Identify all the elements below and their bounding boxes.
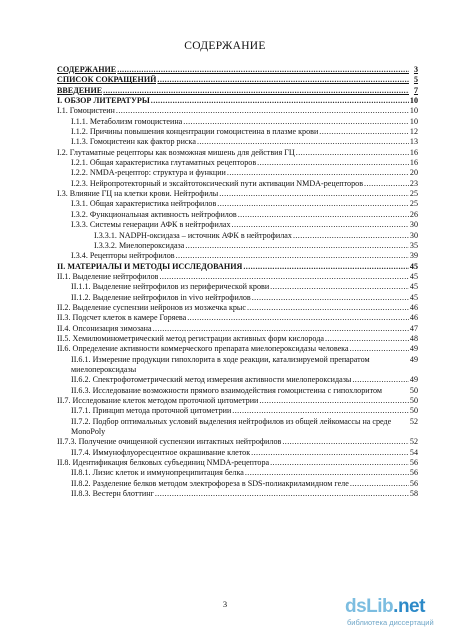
toc-entry-page: 5 [413,75,418,85]
toc-entry-page: 35 [409,240,418,250]
toc-entry-title: СПИСОК СОКРАЩЕНИЙ [57,75,157,85]
toc-leader-dots [293,231,409,241]
toc-entry-title: I.3. Влияние ГЦ на клетки крови. Нейтрофилы [57,189,219,199]
toc-entry-page: 49 [409,375,418,385]
toc-entry[interactable] [57,303,418,313]
toc-leader-dots [187,313,409,323]
watermark-logo[interactable] [345,596,445,630]
toc-entry-page: 47 [409,323,418,333]
toc-leader-dots [117,65,409,75]
toc-entry-page: 10 [409,116,418,126]
toc-leader-dots [350,344,409,354]
toc-entry-page: 3 [413,65,418,74]
toc-entry[interactable] [57,417,418,438]
toc-entry[interactable] [57,344,418,354]
toc-leader-dots [238,210,409,220]
toc-entry-page: 23 [409,178,418,188]
toc-entry[interactable] [57,210,418,220]
toc-leader-dots [232,406,409,416]
toc-leader-dots [325,334,409,344]
toc-entry[interactable] [57,479,418,489]
toc-leader-dots [352,375,409,385]
toc-entry[interactable] [57,65,418,75]
watermark-logo-text: dsLib.net [345,596,425,617]
toc-entry-page: 56 [409,478,418,488]
toc-entry-page: 16 [409,158,418,168]
toc-leader-dots [153,324,409,334]
toc-entry[interactable] [57,282,418,292]
toc-leader-dots [103,86,409,96]
toc-entry-title: II.8.3. Вестерн блоттинг [71,489,154,499]
toc-leader-dots [319,127,409,137]
toc-entry-title: II.2. Выделение суспензии нейронов из мозжечка крыс [57,302,246,312]
toc-entry-page: 56 [409,468,418,478]
toc-entry[interactable] [57,334,418,344]
toc-leader-dots [185,241,409,251]
toc-entry[interactable] [57,106,418,116]
toc-entry-title: II.7.1. Принцип метода проточной цитометрии [71,406,232,416]
page-title: СОДЕРЖАНИЕ [184,40,266,52]
toc-entry-page: 45 [409,271,418,281]
toc-leader-dots [259,396,409,406]
toc-leader-dots [155,489,409,499]
toc-entry-page: 12 [409,127,418,137]
toc-entry-title: II.4. Опсонизация зимозана [57,323,152,333]
toc-entry-title: I.3.4. Рецепторы нейтрофилов [71,251,175,261]
toc-entry[interactable] [57,262,418,272]
toc-leader-dots [252,293,409,303]
toc-entry[interactable] [57,158,418,168]
toc-entry-title: I.3.3.1. NADPH-оксидаза – источник АФК в нейтрофилах [94,230,292,240]
toc-entry-title: I.1. Гомоцистеин [57,106,115,116]
toc-entry-title: II.8. Идентификация белковых субъединиц NMDA-рецептора [57,458,270,468]
toc-entry-page: 25 [409,189,418,199]
toc-entry[interactable] [57,272,418,282]
toc-entry-title: I.3.3.2. Миелопероксидаза [94,240,185,250]
toc-entry-title: I.1.2. Причины повышения концентрации гомоцистеина в плазме крови [71,127,319,137]
toc-leader-dots [219,189,409,199]
toc-entry-page: 45 [409,261,418,271]
toc-entry[interactable] [57,168,418,178]
toc-entry-title: II.6.1. Измерение продукции гипохлорита в ходе реакции, катализируемой препаратом миелопероксидазы [71,354,370,374]
toc-entry-title: II. МАТЕРИАЛЫ И МЕТОДЫ ИССЛЕДОВАНИЯ [57,261,243,271]
toc-entry-title: I.2. Глутаматные рецепторы как возможная мишень для действия ГЦ [57,147,295,157]
toc-entry-page: 50 [409,396,418,405]
toc-entry-page: 52 [409,437,418,447]
toc-entry-page: 13 [409,137,418,147]
toc-entry[interactable] [57,241,418,251]
toc-entry-page: 56 [409,458,418,468]
toc-entry[interactable] [57,96,418,106]
toc-entry-title: I.3.3. Системы генерации АФК в нейтрофилах [71,220,231,230]
toc-entry-page: 26 [409,209,418,219]
toc-entry-page: 52 [409,416,418,426]
toc-leader-dots [282,437,409,447]
toc-entry-page: 39 [409,251,418,261]
toc-entry-title: I. ОБЗОР ЛИТЕРАТУРЫ [57,96,150,106]
toc-leader-dots [116,106,409,116]
toc-entry[interactable] [57,199,418,209]
toc-entry-page: 25 [409,199,418,209]
toc-entry-title: I.2.1. Общая характеристика глутаматных рецепторов [71,158,257,168]
toc-leader-dots [245,468,409,478]
toc-entry-title: I.3.2. Функциональная активность нейтрофилов [71,209,237,219]
toc-entry-title: II.1. Выделение нейтрофилов [57,271,159,281]
toc-entry[interactable] [57,355,418,376]
toc-entry-title: II.7.2. Подбор оптимальных условий выделения нейтрофилов из общей лейкомассы на среде MonoPoly [71,416,392,437]
toc-leader-dots [157,75,409,85]
toc-leader-dots [296,148,409,158]
toc-entry-title: II.7.4. Иммунофлуоресцентное окрашивание клеток [71,447,251,457]
toc-entry-page: 45 [409,282,418,292]
toc-leader-dots [176,251,409,261]
toc-leader-dots [251,448,409,458]
toc-entry-page: 10 [409,96,418,106]
toc-entry[interactable] [57,75,418,85]
toc-entry[interactable] [57,86,418,96]
toc-entry-title: II.8.2. Разделение белков методом электрофореза в SDS-полиакриламидном геле [71,478,349,488]
toc-entry-page: 49 [409,344,418,354]
toc-entry[interactable] [57,437,418,447]
toc-entry[interactable] [57,148,418,158]
toc-entry-page: 49 [409,354,418,364]
toc-entry[interactable] [57,396,418,406]
toc-entry[interactable] [57,324,418,334]
toc-entry-title: I.2.2. NMDA-рецептор: структура и функции [71,168,226,178]
toc-entry[interactable] [57,220,418,230]
toc-entry[interactable] [57,468,418,478]
toc-leader-dots [217,199,409,209]
toc-entry-page: 46 [409,313,418,323]
toc-entry[interactable] [57,137,418,147]
toc-leader-dots [243,262,409,272]
toc-leader-dots [151,96,409,106]
toc-leader-dots [350,479,409,489]
watermark-subtitle: библиотека диссертаций [347,618,434,627]
table-of-contents [57,65,418,499]
toc-leader-dots [270,458,409,468]
toc-entry-page: 30 [409,220,418,230]
toc-leader-dots [364,179,409,189]
toc-entry-title: I.1.1. Метаболизм гомоцистеина [71,116,183,126]
toc-entry-page: 50 [409,385,418,395]
toc-leader-dots [270,282,409,292]
toc-entry-page: 10 [409,106,418,116]
toc-entry[interactable] [57,313,418,323]
toc-entry-page: 7 [413,85,418,95]
toc-entry-title: II.6. Определение активности коммерческого препарата миелопероксидазы человека [57,344,349,354]
toc-leader-dots [247,303,409,313]
toc-entry-page: 50 [409,406,418,416]
toc-entry-title: II.8.1. Лизис клеток и иммунопреципитация белка [71,468,244,478]
toc-entry[interactable] [57,375,418,385]
toc-entry-title: I.2.3. Нейропротекторный и эксайтотоксический пути активации NMDA-рецепторов [71,178,364,188]
toc-entry[interactable] [57,231,418,241]
toc-entry-title: II.3. Подсчет клеток в камере Горяева [57,313,187,323]
toc-leader-dots [232,220,409,230]
toc-entry-title: II.5. Хемилюминометрический метод регистрации активных форм кислорода [57,333,324,343]
toc-entry[interactable] [57,458,418,468]
toc-leader-dots [197,137,409,147]
toc-leader-dots [257,158,409,168]
toc-entry-title: ВВЕДЕНИЕ [57,85,103,95]
toc-entry[interactable] [57,251,418,261]
toc-entry[interactable] [57,117,418,127]
toc-entry[interactable] [57,448,418,458]
toc-entry-page: 30 [409,230,418,240]
toc-entry-title: I.1.3. Гомоцистеин как фактор риска [71,137,196,147]
toc-entry[interactable] [57,189,418,199]
toc-entry-page: 48 [409,333,418,343]
toc-entry-title: II.6.2. Спектрофотометрический метод измерения активности миелопероксидазы [71,375,352,385]
toc-entry-title: II.7. Исследование клеток методом проточной цитометрии [57,396,259,405]
toc-entry[interactable] [57,406,418,416]
toc-entry-page: 46 [409,302,418,312]
toc-leader-dots [159,272,408,282]
toc-entry-title: I.3.1. Общая характеристика нейтрофилов [71,199,217,209]
toc-entry-page: 20 [409,168,418,178]
toc-entry[interactable] [57,127,418,137]
toc-leader-dots [183,117,409,127]
toc-entry[interactable] [57,489,418,499]
toc-entry-page: 54 [409,447,418,457]
page-number: 3 [222,599,228,609]
toc-entry[interactable] [57,179,418,189]
toc-entry-title: II.1.2. Выделение нейтрофилов in vivo нейтрофилов [71,292,251,302]
toc-entry-page: 16 [409,147,418,157]
toc-entry-title: СОДЕРЖАНИЕ [57,65,117,74]
toc-leader-dots [227,168,409,178]
toc-entry-title: II.6.3. Исследование возможности прямого взаимодействия гомоцистеина с гипохлоритом [71,385,383,395]
toc-entry[interactable] [57,293,418,303]
toc-entry-title: II.7.3. Получение очищенной суспензии интактных нейтрофилов [57,437,282,447]
toc-entry-page: 58 [409,489,418,499]
toc-entry-title: II.1.1. Выделение нейтрофилов из периферической крови [71,282,270,292]
toc-entry-page: 45 [409,292,418,302]
toc-entry[interactable] [57,386,418,396]
